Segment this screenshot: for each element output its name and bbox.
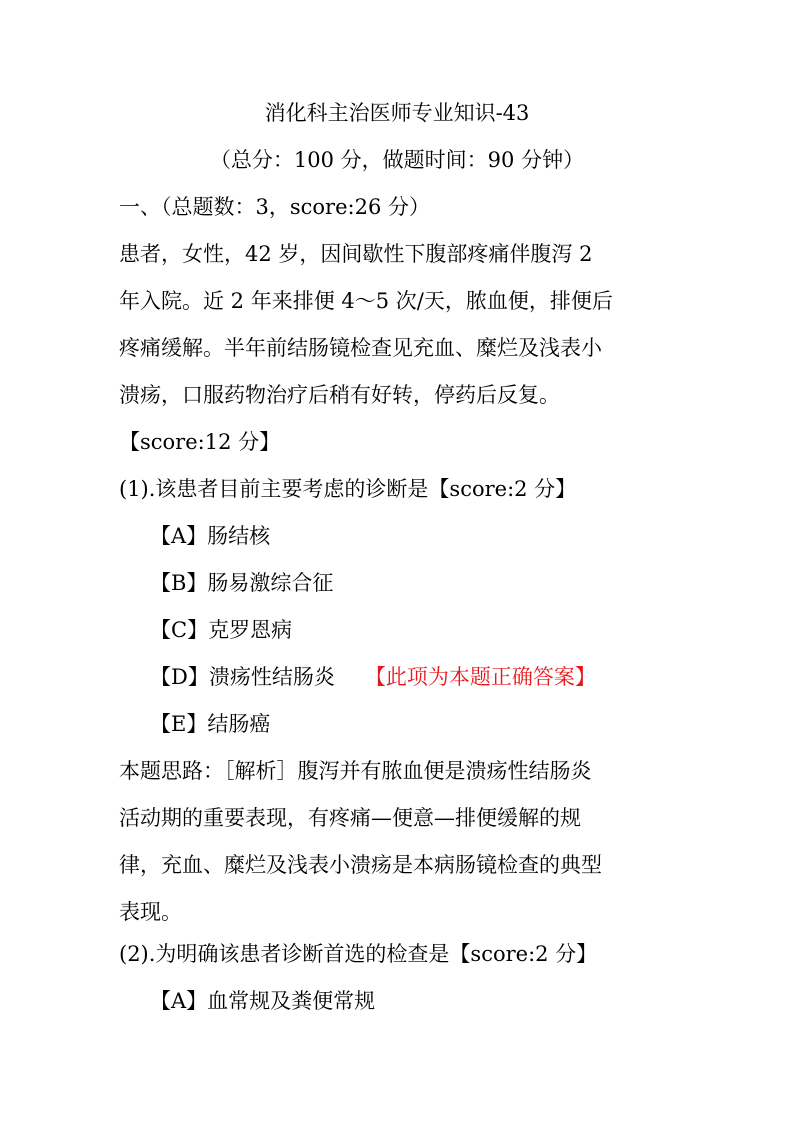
answer-option: 【E】结肠癌 xyxy=(150,712,271,736)
case-text-line: 年入院。近 2 年来排便 4～5 次/天，脓血便，排便后 xyxy=(119,289,613,313)
case-text-line: 溃疡，口服药物治疗后稍有好转，停药后反复。 xyxy=(119,383,560,407)
answer-option: 【B】肠易激综合征 xyxy=(150,571,334,595)
analysis-line: 本题思路：［解析］腹泻并有脓血便是溃疡性结肠炎 xyxy=(119,759,592,783)
question-stem: (2).为明确该患者诊断首选的检查是【score:2 分】 xyxy=(119,942,598,966)
document-title: 消化科主治医师专业知识-43 xyxy=(264,101,530,125)
answer-option: 【A】血常规及粪便常规 xyxy=(150,989,376,1013)
section-heading: 一、（总题数：3，score:26 分） xyxy=(119,195,430,219)
correct-answer-marker: 【此项为本题正确答案】 xyxy=(364,665,596,689)
answer-option: 【C】克罗恩病 xyxy=(150,618,293,642)
document-subtitle: （总分：100 分，做题时间：90 分钟） xyxy=(209,148,585,172)
analysis-line: 表现。 xyxy=(119,900,182,924)
question-stem: (1).该患者目前主要考虑的诊断是【score:2 分】 xyxy=(119,477,577,501)
analysis-line: 活动期的重要表现，有疼痛—便意—排便缓解的规 xyxy=(119,806,581,830)
answer-option: 【D】溃疡性结肠炎 xyxy=(150,665,335,689)
case-text-line: 患者，女性，42 岁，因间歇性下腹部疼痛伴腹泻 2 xyxy=(119,242,593,266)
analysis-line: 律，充血、糜烂及浅表小溃疡是本病肠镜检查的典型 xyxy=(119,853,602,877)
case-text-line: 疼痛缓解。半年前结肠镜检查见充血、糜烂及浅表小 xyxy=(119,336,602,360)
answer-option-correct-row xyxy=(150,664,596,690)
answer-option: 【A】肠结核 xyxy=(150,524,271,548)
case-score: 【score:12 分】 xyxy=(119,430,281,454)
